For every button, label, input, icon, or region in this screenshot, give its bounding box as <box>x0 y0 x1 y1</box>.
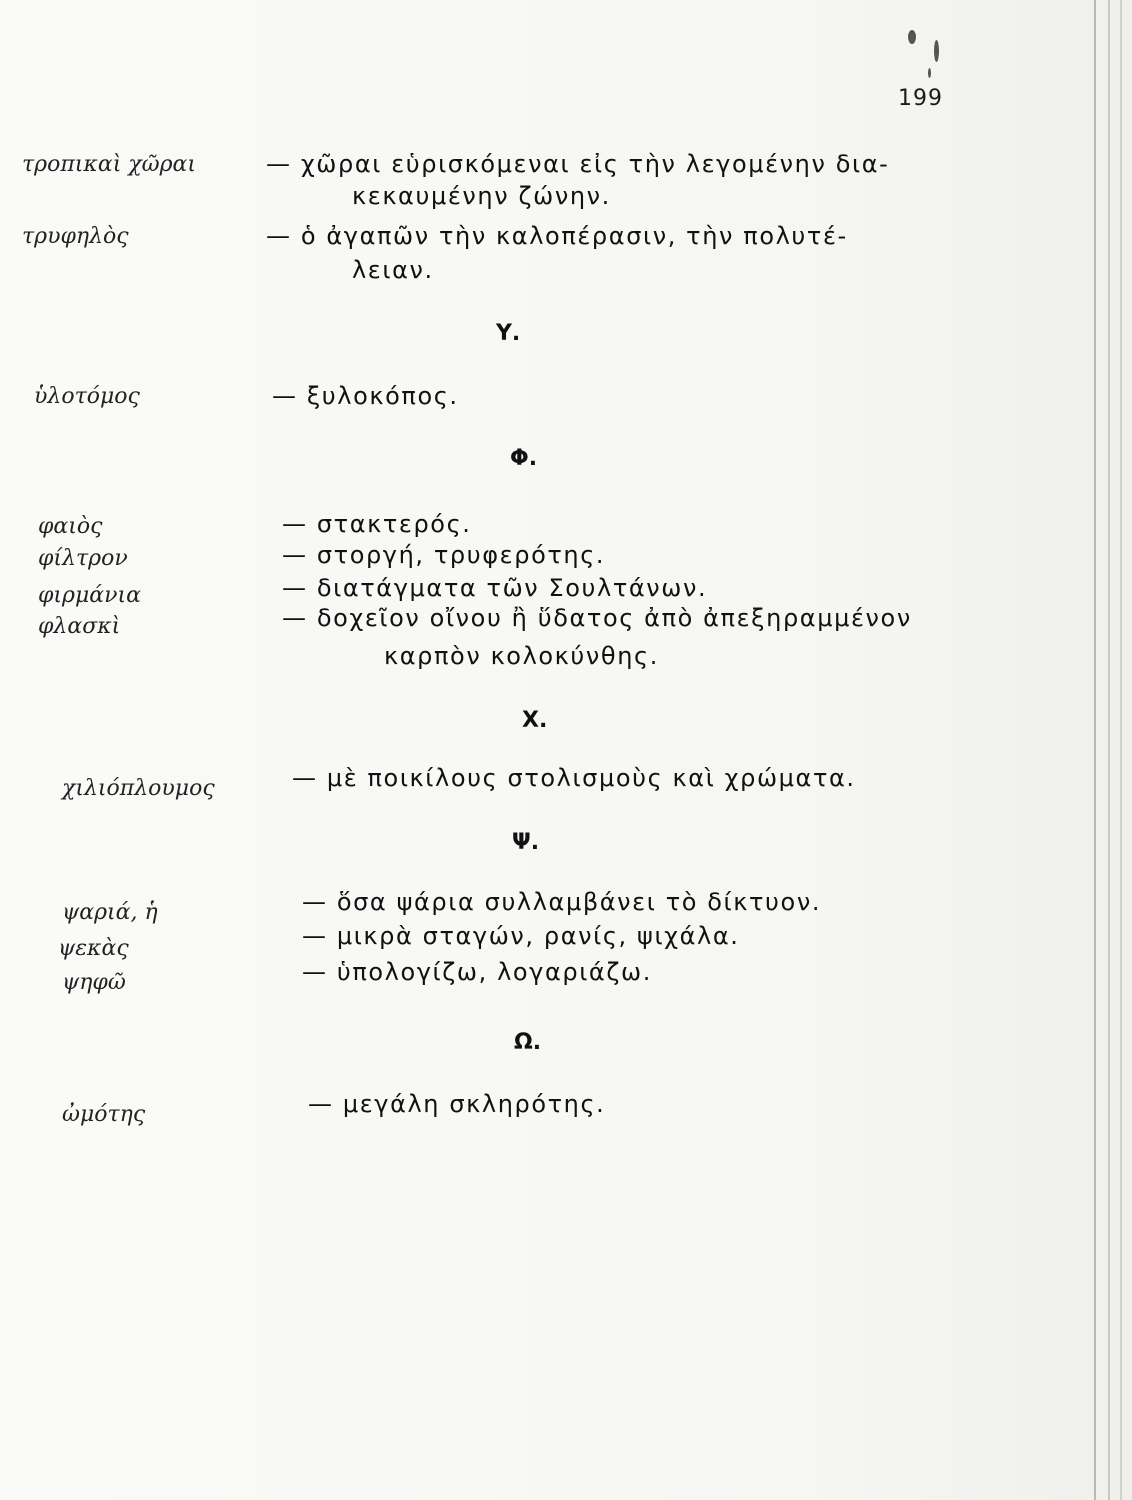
section-letter: Υ. <box>496 321 521 346</box>
entry-term: ψεκὰς <box>58 936 129 961</box>
entry-definition-continuation: λειαν. <box>352 256 434 284</box>
entry-term: ψαριά, ἡ <box>62 900 158 925</box>
page-edge-line <box>1108 0 1110 1500</box>
entry-definition: — ὅσα ψάρια συλλαμβάνει τὸ δίκτυον. <box>302 888 822 916</box>
entry-definition: — ὁ ἀγαπῶν τὴν καλοπέρασιν, τὴν πολυτέ- <box>266 222 848 250</box>
entry-definition: — δοχεῖον οἴνου ἢ ὕδατος ἀπὸ ἀπεξηραμμένον <box>282 604 912 632</box>
section-letter: Ω. <box>514 1030 542 1055</box>
entry-definition-continuation: κεκαυμένην ζώνην. <box>352 182 611 210</box>
entry-term: φλασκὶ <box>38 614 121 639</box>
entry-term: τροπικαὶ χῶραι <box>22 152 197 177</box>
entry-term: ψηφῶ <box>62 970 126 995</box>
page-edge-line <box>1094 0 1096 1500</box>
page-number: 199 <box>898 86 943 111</box>
entry-definition: — μικρὰ σταγών, ρανίς, ψιχάλα. <box>302 922 740 950</box>
entry-definition: — στακτερός. <box>282 510 472 538</box>
entry-definition-continuation: καρπὸν κολοκύνθης. <box>384 642 659 670</box>
entry-term: φαιὸς <box>38 514 103 539</box>
entry-term: τρυφηλὸς <box>22 224 129 249</box>
entry-definition: — μεγάλη σκληρότης. <box>308 1090 606 1118</box>
entry-definition: — ξυλοκόπος. <box>272 382 459 410</box>
section-letter: Φ. <box>510 446 538 471</box>
entry-term: ὠμότης <box>62 1102 146 1127</box>
entry-term: φιρμάνια <box>38 583 141 608</box>
ink-speck <box>934 40 939 62</box>
page-edge-line <box>1120 0 1122 1500</box>
entry-definition: — χῶραι εὑρισκόμεναι εἰς τὴν λεγομένην δια- <box>266 150 890 178</box>
entry-term: φίλτρον <box>38 546 128 571</box>
entry-definition: — μὲ ποικίλους στολισμοὺς καὶ χρώματα. <box>292 764 856 792</box>
ink-speck <box>928 68 931 78</box>
section-letter: Χ. <box>522 708 548 733</box>
entry-term: ὑλοτόμος <box>34 384 140 409</box>
entry-definition: — διατάγματα τῶν Σουλτάνων. <box>282 574 708 602</box>
ink-speck <box>908 30 916 44</box>
entry-definition: — ὑπολογίζω, λογαριάζω. <box>302 958 652 986</box>
entry-term: χιλιόπλουμος <box>62 776 215 801</box>
entry-definition: — στοργή, τρυφερότης. <box>282 541 606 569</box>
section-letter: Ψ. <box>512 830 540 855</box>
